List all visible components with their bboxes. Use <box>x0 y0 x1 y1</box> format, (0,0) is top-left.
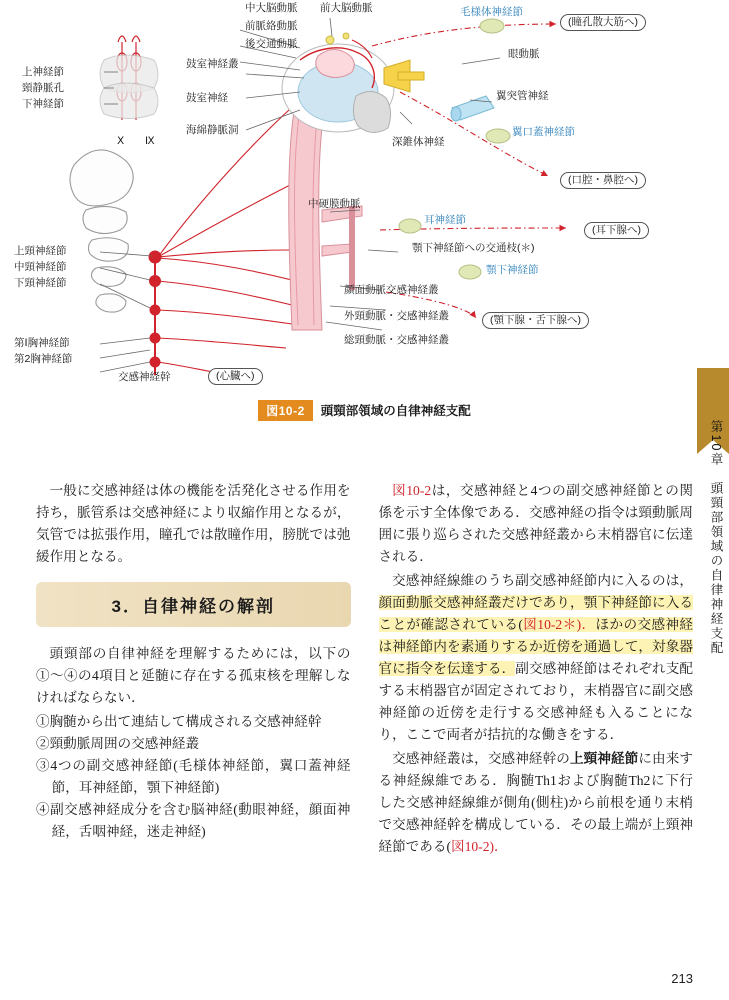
right-para-1-text: は，交感神経と4つの副交感神経節との関係を示す全体像である．交感神経の指令は頸動脈周囲に張り巡らされた交感神経叢から末梢器官に伝達される． <box>378 483 694 565</box>
right-para-3-figure-reference: 図10-2)． <box>451 839 508 855</box>
label-inferior-ganglion: 下神経節 <box>22 98 64 110</box>
label-inferior-cervical-ganglion: 下頸神経節 <box>14 277 67 289</box>
list-marker: ① <box>36 714 50 730</box>
label-submandibular-ganglion: 顎下神経節 <box>486 264 539 276</box>
list-text: 4つの副交感神経節(毛様体神経節，翼口蓋神経節，耳神経節，顎下神経節) <box>50 758 351 796</box>
numbered-list <box>36 711 351 843</box>
label-deep-petrosal-nerve: 深錐体神経 <box>392 136 445 148</box>
label-first-thoracic-ganglion: 第Ⅰ胸神経節 <box>14 337 70 349</box>
label-common-carotid-plexus: 総頸動脈・交感神経叢 <box>344 334 449 346</box>
right-para-3-a: 交感神経叢は，交感神経幹の <box>392 751 570 767</box>
label-to-oral-nasal-cavity: (口腔・鼻腔へ) <box>560 172 646 189</box>
label-tympanic-nerve: 鼓室神経 <box>186 92 228 104</box>
label-middle-meningeal-artery: 中硬膜動脈 <box>308 198 361 210</box>
label-anterior-choroidal-artery: 前脈絡動脈 <box>245 20 298 32</box>
figure-caption <box>0 400 729 421</box>
label-ophthalmic-artery: 眼動脈 <box>508 48 540 60</box>
right-para-3-bold: 上頸神経節 <box>569 751 639 767</box>
label-middle-cervical-ganglion: 中頸神経節 <box>14 261 67 273</box>
section-heading: 3．自律神経の解剖 <box>36 582 351 627</box>
left-para-2: 頭頸部の自律神経を理解するためには，以下の①〜④の4項目と延髄に存在する孤束核を理解しなければならない． <box>36 646 351 706</box>
label-pterygoid-canal-nerve: 翼突管神経 <box>496 90 549 102</box>
label-to-dilator-pupillae: (瞳孔散大筋へ) <box>560 14 646 31</box>
left-column <box>36 480 351 860</box>
label-anterior-cerebral-artery: 前大脳動脈 <box>320 2 373 14</box>
figure-reference: 図10-2 <box>392 483 432 498</box>
list-item <box>36 733 351 755</box>
temporal-bone-block <box>353 91 390 132</box>
label-facial-artery-sympathetic-plexus: 顔面動脈交感神経叢 <box>344 284 439 296</box>
list-text: 胸髄から出て連結して構成される交感神経幹 <box>49 714 322 730</box>
list-marker: ② <box>36 736 50 752</box>
list-item <box>36 755 351 799</box>
label-superior-ganglion: 上神経節 <box>22 66 64 78</box>
body-columns <box>0 480 729 860</box>
label-jugular-foramen: 頸静脈孔 <box>22 82 64 94</box>
list-item <box>36 799 351 843</box>
label-external-carotid-plexus: 外頸動脈・交感神経叢 <box>344 310 449 322</box>
right-para-3 <box>379 748 694 858</box>
right-para-2-a: 交感神経線維のうち副交感神経節内に入るのは， <box>392 573 693 589</box>
sympathetic-trunk-line <box>149 251 162 376</box>
label-superior-cervical-ganglion: 上頸神経節 <box>14 245 67 257</box>
label-posterior-communicating-artery: 後交通動脈 <box>245 38 298 50</box>
label-communicating-branch: 顎下神経節への交通枝(＊) <box>412 242 535 254</box>
figure-number-tag: 図10-2 <box>258 400 313 421</box>
skull-outline <box>70 150 133 312</box>
label-second-thoracic-ganglion: 第2胸神経節 <box>14 353 73 365</box>
list-text: 頸動脈周囲の交感神経叢 <box>49 736 200 752</box>
label-cn-ix: Ⅸ <box>145 135 155 147</box>
right-column <box>379 480 694 860</box>
page-number: 213 <box>671 971 693 986</box>
right-para-2-highlight-2: ほかの交感神経は神経節内を素通りするか近傍を通過して，対象器官に指令を伝達する． <box>378 617 694 677</box>
right-para-1 <box>379 480 694 568</box>
label-to-heart: (心臓へ) <box>208 368 263 385</box>
right-para-2-figure-reference: 図10-2＊)． <box>522 617 596 633</box>
right-para-2 <box>379 570 694 746</box>
label-to-parotid-gland: (耳下腺へ) <box>584 222 649 239</box>
label-to-submandibular-sublingual-gland: (顎下腺・舌下腺へ) <box>482 312 589 329</box>
right-para-3-c: に由来する神経線維である．胸髄Th1および胸髄Th2に下行した交感神経線維が側角(側柱)から前根を通り末梢で交感神経幹を構成している．その最上端が上頸神経節である( <box>378 751 694 855</box>
sympathetic-fibres <box>158 100 300 376</box>
label-sympathetic-trunk: 交感神経幹 <box>118 371 171 383</box>
label-middle-cerebral-artery: 中大脳動脈 <box>245 2 298 14</box>
list-marker: ④ <box>36 802 51 818</box>
label-tympanic-plexus: 鼓室神経叢 <box>186 58 239 70</box>
label-pterygopalatine-ganglion: 翼口蓋神経節 <box>512 126 575 138</box>
right-para-2-highlight-1: 顔面動脈交感神経叢だけであり，顎下神経節に入ることが確認されている( <box>378 595 693 633</box>
right-para-2-c: 副交感神経節はそれぞれ支配する末梢器官が固定されており，末梢器官に副交感神経節の近傍を走行する交感神経も入ることになり，ここで両者が拮抗的な働きをする． <box>378 661 694 743</box>
list-item <box>36 711 351 733</box>
chapter-tab-label: 第10章 頭頸部領域の自律神経支配 <box>709 420 723 656</box>
pterygoid-canal-cylinder <box>451 96 494 121</box>
label-otic-ganglion: 耳神経節 <box>424 214 466 226</box>
left-para-1: 一般に交感神経は体の機能を活発化させる作用を持ち，脈管系は交感神経により収縮作用となるが，気管では拡張作用，瞳孔では散瞳作用，膀胱では弛緩作用となる。 <box>36 483 351 565</box>
label-ciliary-ganglion: 毛様体神経節 <box>460 6 523 18</box>
list-text: 副交感神経成分を含む脳神経(動眼神経，顔面神経，舌咽神経，迷走神経) <box>50 802 351 840</box>
figure-caption-text: 頭頸部領域の自律神経支配 <box>320 404 471 418</box>
label-cavernous-sinus: 海綿静脈洞 <box>186 124 239 136</box>
list-marker: ③ <box>36 758 51 774</box>
label-cn-x: Ⅹ <box>117 135 125 147</box>
figure-10-2 <box>0 0 729 430</box>
